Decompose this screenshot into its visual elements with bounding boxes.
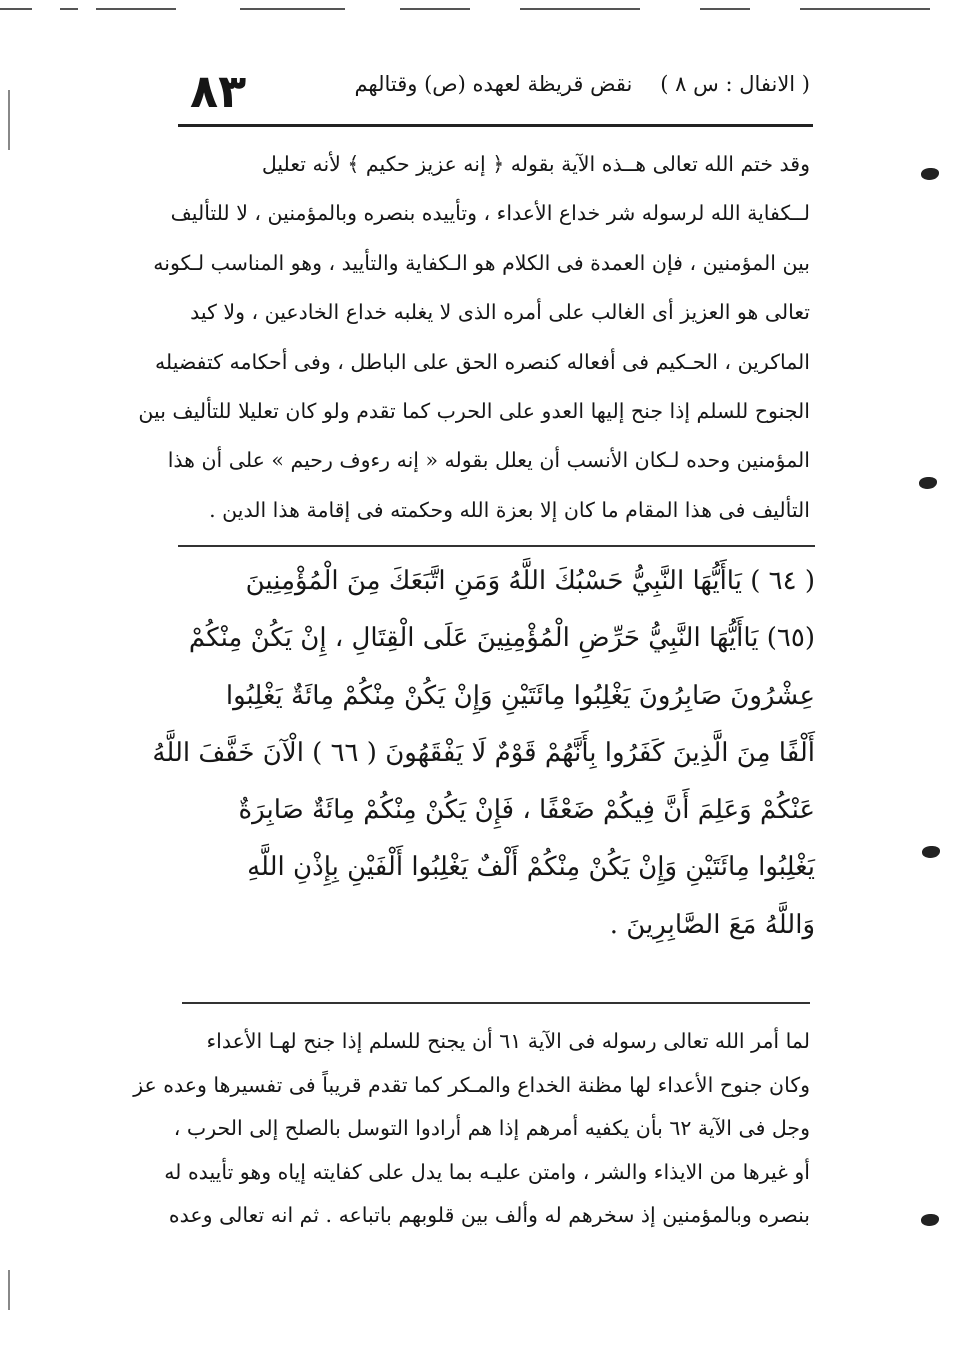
text-line: بنصره وبالمؤمنين إذ سخرهم له وألف بين قلوبهم باتباعه . ثم انه تعالى وعده <box>168 1203 810 1228</box>
commentary-paragraph-top <box>138 140 810 535</box>
text-line: الجنوح للسلم إذا جنح إليها العدو على الحرب كما تقدم ولو كان تعليلا للتأليف بين <box>138 398 810 423</box>
verse-line: أَلْفًا مِنَ الَّذِينَ كَفَرُوا بِأَنَّهُمْ قَوْمٌ لَا يَفْقَهُونَ ( ٦٦ ) الْآنَ خَفَّفَ اللَّهُ <box>152 737 815 768</box>
header-rule <box>178 124 813 127</box>
text-line: أو غيرها من الايذاء والشر ، وامتن عليـه بما يدل على كفايته إياه وهو تأييده له <box>164 1159 810 1184</box>
verse-line: يَغْلِبُوا مِائَتَيْنِ وَإِنْ يَكُنْ مِنْكُمْ أَلْفٌ يَغْلِبُوا أَلْفَيْنِ بِإِذْنِ اللَّهِ <box>247 852 815 883</box>
scan-border-left <box>8 90 10 150</box>
page-number: ٨٣ <box>190 64 247 118</box>
verse-line: عَنْكُمْ وَعَلِمَ أَنَّ فِيكُمْ ضَعْفًا ، فَإِنْ يَكُنْ مِنْكُمْ مِائَةٌ صَابِرَةٌ <box>238 795 815 826</box>
page-header <box>190 62 810 122</box>
text-line: بين المؤمنين ، فإن العمدة فى الكلام هو الـكفاية والتأييد ، وهو المناسب لـكونه <box>153 250 810 275</box>
scan-border-left <box>8 1270 10 1310</box>
text-line: الماكرين ، الحـكيم فى أفعاله كنصره الحق على الباطل ، وفى أحكامه كتفضيله <box>154 349 810 374</box>
verse-line: عِشْرُونَ صَابِرُونَ يَغْلِبُوا مِائَتَيْنِ وَإِنْ يَكُنْ مِنْكُمْ مِائَةٌ يَغْلِبُوا <box>225 680 815 711</box>
section-separator <box>178 545 815 547</box>
text-line: التأليف فى هذا المقام ما كان إلا بعزة الله وحكمته فى إقامة هذا الدين . <box>209 497 810 522</box>
text-line: تعالى هو العزيز أى الغالب على أمره الذى لا يغلبه خداع الخادعين ، ولا كيد <box>190 300 810 325</box>
text-line: المؤمنين وحده لـكان الأنسب أن يعلل بقوله « إنه رءوف رحيم » على أن هذا <box>167 448 810 473</box>
text-line: وقد ختم الله تعالى هــذه الآية بقوله ﴿ إنه عزيز حكيم ﴾ لأنه تعليل <box>261 152 810 176</box>
margin-hole-mark <box>921 1214 939 1226</box>
quran-verses-block <box>152 553 815 954</box>
text-line: وكان جنوح الأعداء لها مظنة الخداع والمـكر كما تقدم قريباً فى تفسيرها وعده عز <box>133 1072 810 1097</box>
margin-hole-mark <box>921 168 939 180</box>
verse-line: (٦٥) يَاأَيُّهَا النَّبِيُّ حَرِّضِ الْمُؤْمِنِينَ عَلَى الْقِتَالِ ، إِنْ يَكُنْ مِنْكُمْ <box>188 623 815 654</box>
text-line: لما أمر الله تعالى رسوله فى الآية ٦١ أن يجنح للسلم إذا جنح لهـا الأعداء <box>206 1029 810 1053</box>
running-title <box>354 72 810 96</box>
verse-line: ( ٦٤ ) يَاأَيُّهَا النَّبِيُّ حَسْبُكَ اللَّهُ وَمَنِ اتَّبَعَكَ مِنَ الْمُؤْمِنِينَ <box>245 566 815 596</box>
commentary-paragraph-bottom <box>133 1020 810 1238</box>
section-topic: نقض قريظة لعهده (ص) وقتالهم <box>354 72 633 96</box>
margin-hole-mark <box>919 477 937 489</box>
verse-line: وَاللَّهُ مَعَ الصَّابِرِينَ . <box>609 909 815 940</box>
section-separator <box>182 1002 810 1004</box>
surah-reference: ( الانفال : س ٨ ) <box>660 72 810 96</box>
text-line: وجل فى الآية ٦٢ بأن يكفيه أمرهم إذا هم أرادوا التوسل بالصلح إلى الحرب ، <box>173 1116 810 1141</box>
scan-border-top <box>0 3 977 15</box>
margin-hole-mark <box>922 846 940 858</box>
text-line: لــكفاية الله لرسوله شر خداع الأعداء ، وتأييده بنصره وبالمؤمنين ، لا للتأليف <box>170 201 810 226</box>
